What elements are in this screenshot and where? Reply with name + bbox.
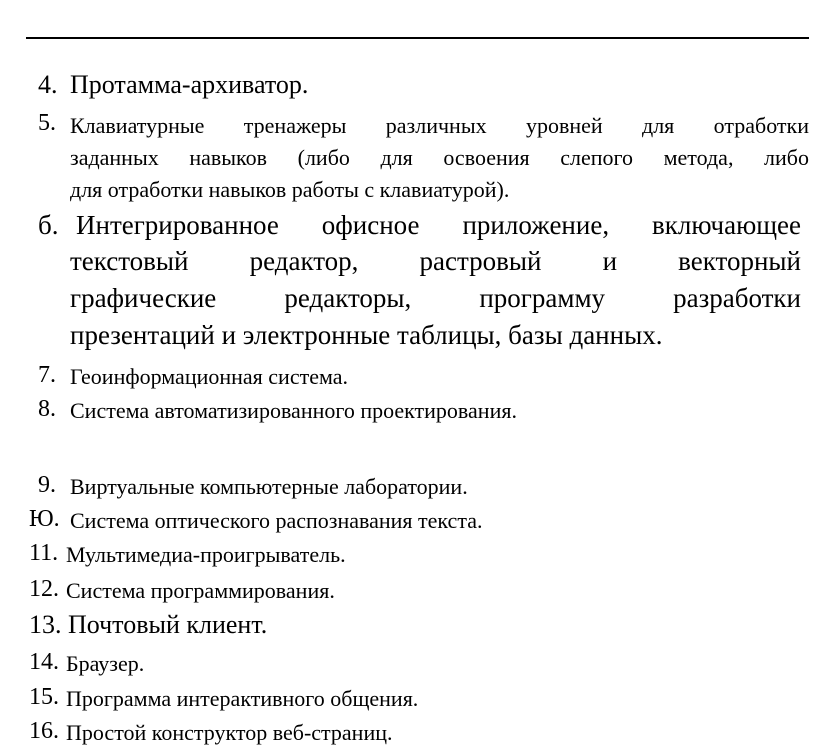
item-number: 12. xyxy=(29,576,59,602)
item-number: 11. xyxy=(29,540,59,566)
item-number: 5. xyxy=(38,110,56,136)
item-text: текстовый редактор, растровый и векторный xyxy=(70,246,801,276)
item-number: б. xyxy=(38,210,59,240)
top-rule xyxy=(26,37,809,39)
item-text: Клавиатурные тренажеры различных уровней для отработки xyxy=(70,113,809,138)
item-text: Интегрированное офисное приложение, включающее xyxy=(76,210,801,240)
item-text: Система программирования. xyxy=(66,578,335,603)
item-number: 8. xyxy=(38,396,56,422)
item-number: 14. xyxy=(29,649,59,675)
item-text: презентаций и электронные таблицы, базы данных. xyxy=(70,320,663,350)
item-text: Виртуальные компьютерные лаборатории. xyxy=(70,474,468,499)
item-text: Простой конструктор веб-страниц. xyxy=(66,720,393,745)
item-text: графические редакторы, программу разработки xyxy=(70,283,801,313)
item-text: Почтовый клиент. xyxy=(68,610,268,639)
item-text: Браузер. xyxy=(66,651,145,676)
item-number: 7. xyxy=(38,362,56,388)
item-text: Программа интерактивного общения. xyxy=(66,686,419,711)
item-text: Протамма-архиватор. xyxy=(70,70,309,99)
item-text: Мультимедиа-проигрыватель. xyxy=(66,542,346,567)
item-text: Система автоматизированного проектирования. xyxy=(70,398,517,423)
item-text: заданных навыков (либо для освоения слепого метода, либо xyxy=(70,145,809,170)
item-number: 4. xyxy=(38,70,58,99)
item-text: Система оптического распознавания текста. xyxy=(70,508,483,533)
item-text: Геоинформационная система. xyxy=(70,364,349,389)
item-number: 15. xyxy=(29,684,59,710)
item-number: 16. xyxy=(29,718,59,744)
item-number: 9. xyxy=(38,472,56,498)
item-number: Ю. xyxy=(29,506,60,532)
item-text: для отработки навыков работы с клавиатурой). xyxy=(70,177,510,202)
item-number: 13. xyxy=(29,610,62,639)
